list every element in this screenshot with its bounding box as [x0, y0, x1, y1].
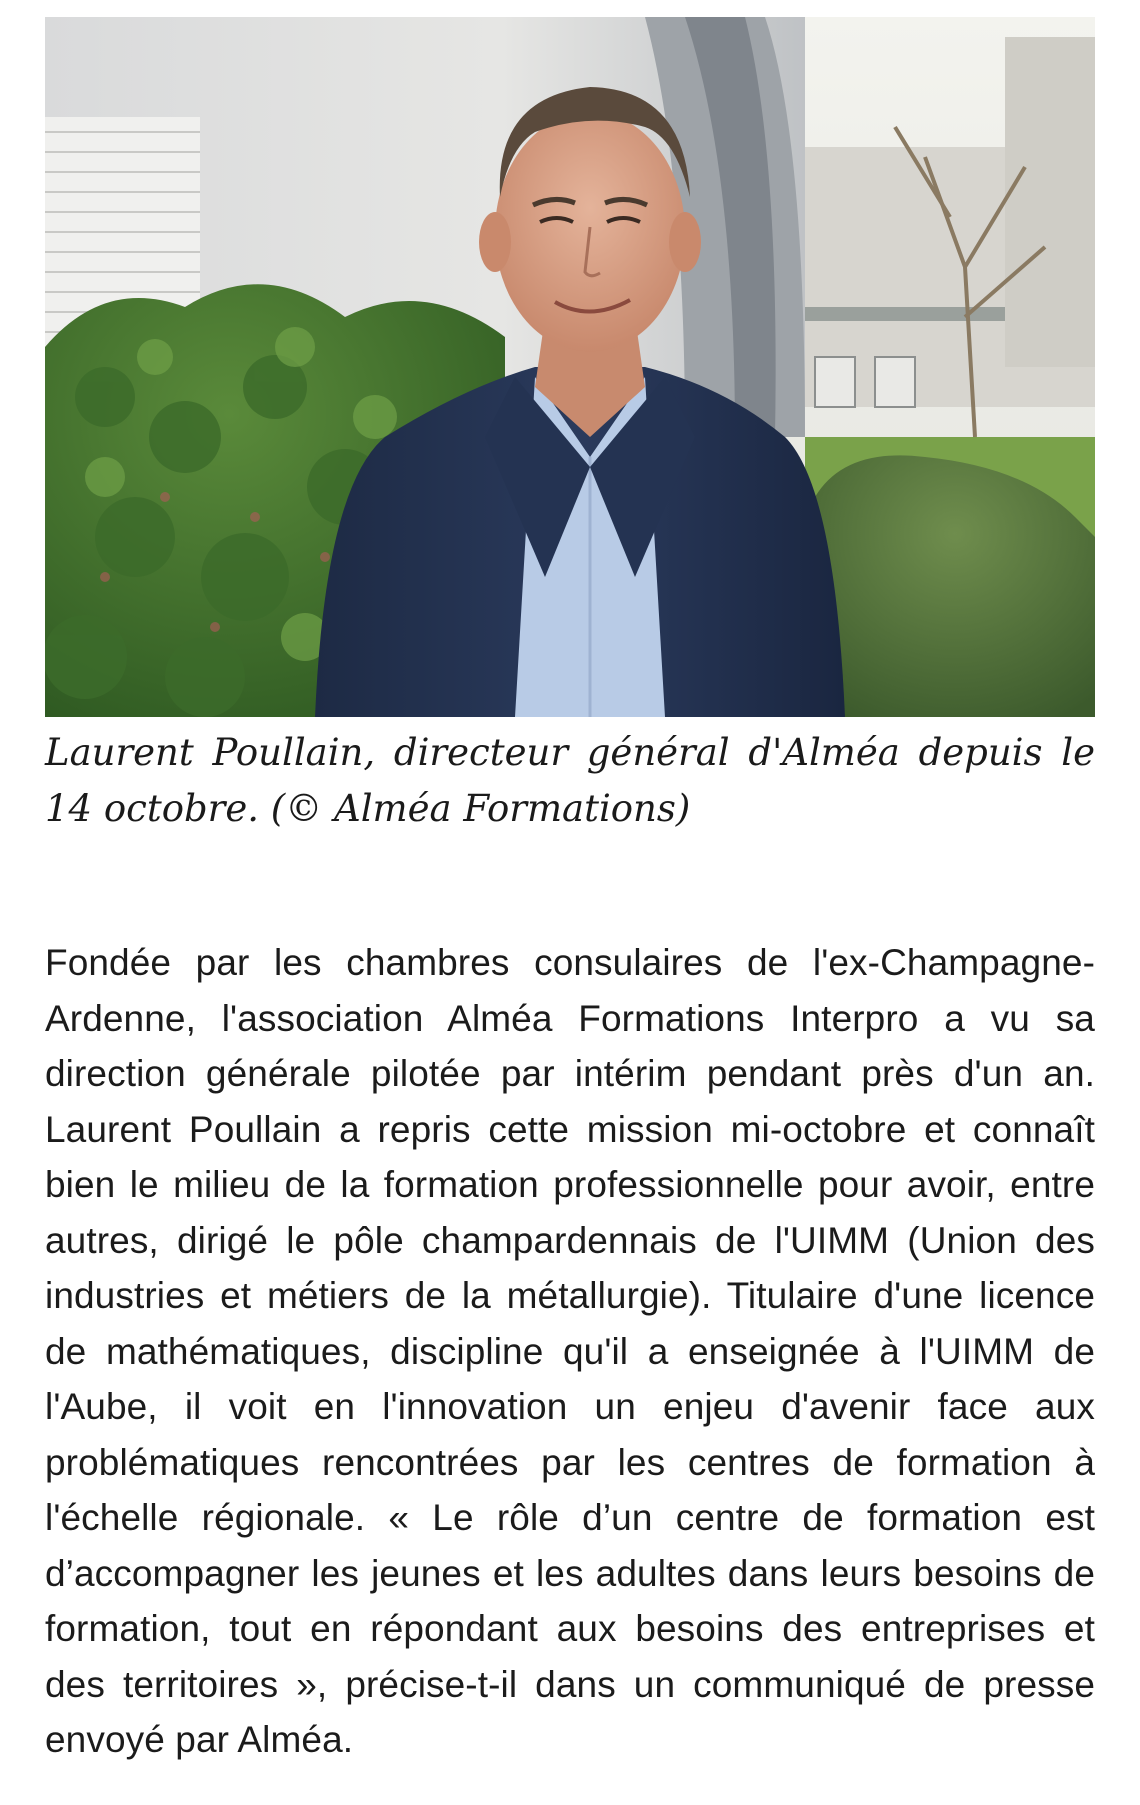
portrait-illustration — [45, 17, 1095, 717]
photo-caption: Laurent Poullain, directeur général d'Alméa depuis le 14 octobre. (© Alméa Formations) — [45, 731, 1095, 830]
article-body: Fondée par les chambres consulaires de l'ex-Champagne-Ardenne, l'association Alméa Formations Interpro a vu sa direction générale pilotée par intérim pendant près d'un an. Laurent Poullain a repris cette mission mi-octobre et connaît bien le milieu de la formation professionnelle pour avoir, entre autres, dirigé le pôle champardennais de l'UIMM (Union des industries et métiers de la métallurgie). Titulaire d'une licence de mathématiques, discipline qu'il a enseignée à l'UIMM de l'Aube, il voit en l'innovation un enjeu d'avenir face aux problématiques rencontrées par les centres de formation à l'échelle régionale. « Le rôle d’un centre de formation est d’accompagner les jeunes et les adultes dans leurs besoins de formation, tout en répondant aux besoins des entreprises et des territoires », précise-t-il dans un communiqué de presse envoyé par Alméa. — [45, 942, 1095, 1760]
article — [45, 17, 1095, 1768]
portrait-photo — [45, 17, 1095, 717]
